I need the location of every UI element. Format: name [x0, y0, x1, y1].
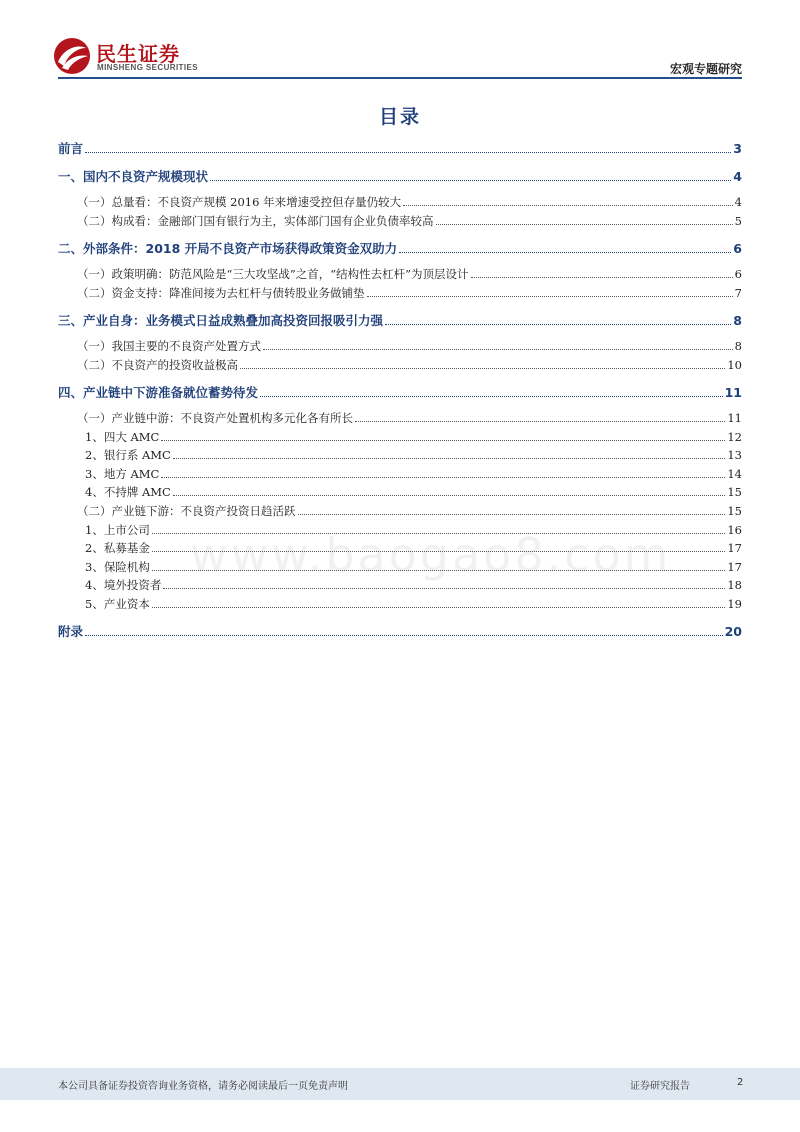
page-number: 2 [737, 1077, 744, 1088]
brand-name-cn: 民生证券 [96, 42, 180, 66]
toc-entry-page: 10 [727, 358, 742, 372]
toc-entry-title: （二）不良资产的投资收益极高 [77, 358, 238, 372]
header-divider [58, 77, 742, 79]
toc-leader-dots [298, 514, 726, 515]
toc-leader-dots [85, 635, 723, 636]
toc-entry-title: （二）构成看：金融部门国有银行为主，实体部门国有企业负债率较高 [77, 214, 434, 228]
toc-entry-title: 4、境外投资者 [85, 578, 162, 592]
toc-entry-title: 1、四大 AMC [85, 429, 160, 444]
toc-leader-dots [260, 396, 723, 397]
toc-entry-page: 11 [727, 411, 742, 425]
toc-entry-page: 5 [734, 214, 742, 228]
toc-entry[interactable] [58, 194, 742, 210]
toc-title: 目录 [378, 106, 421, 128]
toc-leader-dots [471, 277, 733, 278]
toc-leader-dots [399, 252, 731, 253]
toc-leader-dots [403, 205, 733, 206]
toc-entry-page: 16 [727, 522, 742, 537]
brand-logo [52, 36, 212, 76]
toc-entry-page: 18 [727, 578, 742, 592]
toc-entry-title: 附录 [58, 623, 84, 639]
toc-leader-dots [161, 440, 725, 441]
toc-entry-page: 17 [727, 559, 742, 574]
toc-entry-title: （二）资金支持：降准间接为去杠杆与债转股业务做铺垫 [77, 286, 365, 300]
toc-entry[interactable] [58, 596, 742, 612]
page-footer [0, 1068, 800, 1100]
toc-leader-dots [161, 477, 725, 478]
toc-leader-dots [240, 368, 725, 369]
toc-entry-page: 19 [727, 596, 742, 611]
toc-entry-title: （一）产业链中游：不良资产处置机构多元化各有所长 [77, 411, 353, 425]
toc-entry-page: 11 [724, 385, 742, 400]
toc-entry-page: 7 [734, 286, 742, 300]
toc-entry-page: 12 [727, 429, 742, 444]
toc-entry-page: 8 [734, 339, 742, 353]
toc-leader-dots [210, 180, 731, 181]
toc-entry-title: 1、上市公司 [85, 522, 150, 537]
toc-entry[interactable] [58, 213, 742, 229]
toc-entry-title: 3、保险机构 [85, 559, 150, 574]
brand-name-en: MINSHENG SECURITIES [97, 63, 198, 72]
toc-leader-dots [436, 224, 733, 225]
toc-entry[interactable] [58, 447, 742, 463]
toc-entry[interactable] [58, 338, 742, 354]
toc-entry[interactable] [58, 357, 742, 373]
toc-leader-dots [173, 458, 726, 459]
toc-entry-title: 2、私募基金 [85, 541, 150, 555]
toc-leader-dots [85, 152, 731, 153]
toc-entry-page: 17 [727, 541, 742, 555]
toc-leader-dots [263, 349, 733, 350]
toc-entry-page: 4 [734, 195, 742, 209]
toc-leader-dots [152, 607, 726, 608]
toc-entry-title: （二）产业链下游：不良资产投资日趋活跃 [77, 504, 296, 518]
toc-entry-page: 4 [733, 169, 742, 184]
toc-entry-page: 6 [734, 267, 742, 281]
toc-entry[interactable] [58, 312, 742, 329]
toc-entry-page: 8 [733, 313, 742, 328]
toc-entry-page: 13 [727, 448, 742, 462]
toc-leader-dots [163, 588, 725, 589]
toc-entry-page: 15 [727, 485, 742, 499]
page-header [0, 0, 800, 80]
footer-doc-type: 证券研究报告 [630, 1081, 690, 1092]
toc-entry-page: 6 [733, 241, 742, 256]
toc-entry[interactable] [58, 240, 742, 257]
toc-entry[interactable] [58, 484, 742, 500]
watermark: www.baogao8.com [190, 528, 672, 582]
toc-leader-dots [355, 421, 725, 422]
toc-entry-title: （一）我国主要的不良资产处置方式 [77, 339, 261, 353]
toc-entry-title: 二、外部条件：2018 开局不良资产市场获得政策资金双助力 [58, 241, 398, 256]
toc-entry-page: 3 [733, 141, 742, 156]
toc-entry-title: 4、不持牌 AMC [85, 485, 171, 499]
toc-entry-title: 5、产业资本 [85, 596, 150, 611]
toc-entry[interactable] [58, 503, 742, 519]
toc-entry-title: （一）总量看：不良资产规模 2016 年来增速受控但存量仍较大 [77, 195, 402, 209]
toc-entry[interactable] [58, 285, 742, 301]
toc-entry-page: 15 [727, 504, 742, 518]
toc-entry-title: 三、产业自身：业务模式日益成熟叠加高投资回报吸引力强 [58, 313, 384, 328]
toc-entry[interactable] [58, 140, 742, 157]
toc-entry-title: 前言 [58, 141, 84, 156]
toc-entry[interactable] [58, 410, 742, 426]
toc-entry[interactable] [58, 466, 742, 482]
toc-leader-dots [173, 495, 726, 496]
toc-entry-page: 20 [724, 623, 742, 639]
toc-entry-title: 3、地方 AMC [85, 466, 160, 481]
toc-entry-title: 四、产业链中下游准备就位蓄势待发 [58, 385, 259, 400]
footer-disclaimer: 本公司具备证券投资咨询业务资格，请务必阅读最后一页免责声明 [58, 1081, 348, 1092]
toc-entry-title: 一、国内不良资产规模现状 [58, 169, 209, 184]
toc-leader-dots [367, 296, 733, 297]
toc-entry[interactable] [58, 384, 742, 401]
toc-leader-dots [385, 324, 731, 325]
toc-entry[interactable] [58, 168, 742, 185]
toc-entry[interactable] [58, 266, 742, 282]
toc-entry-title: 2、银行系 AMC [85, 448, 171, 462]
report-type: 宏观专题研究 [669, 62, 742, 76]
toc-entry-page: 14 [727, 466, 742, 481]
minsheng-logo-icon [52, 36, 92, 76]
toc-entry[interactable] [58, 429, 742, 445]
toc-entry-title: （一）政策明确：防范风险是“三大攻坚战”之首，“结构性去杠杆”为顶层设计 [77, 267, 469, 281]
toc-entry[interactable] [58, 623, 742, 640]
